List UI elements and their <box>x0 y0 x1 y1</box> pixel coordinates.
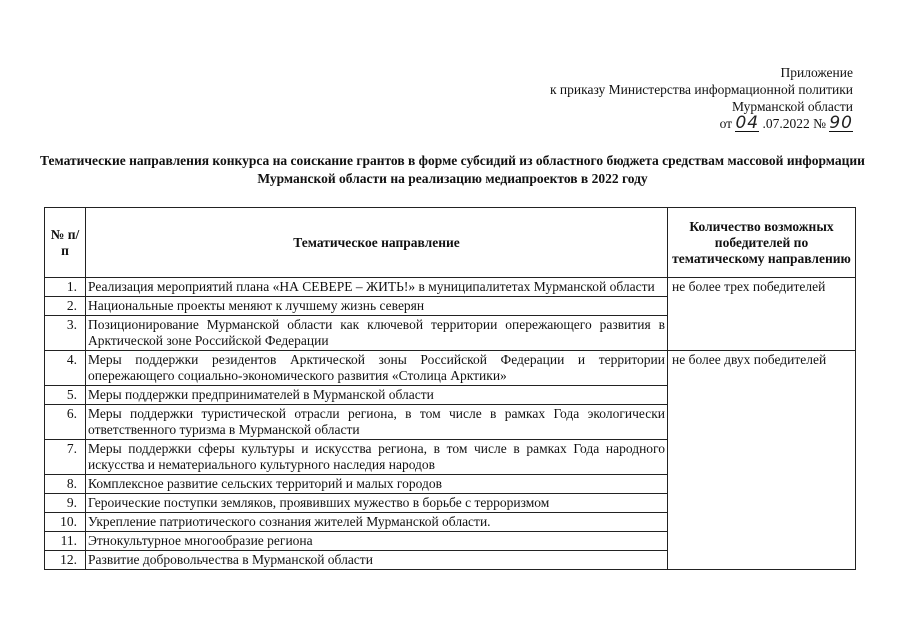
handwritten-day: 04 <box>735 113 760 133</box>
row-direction: Национальные проекты меняют к лучшему жизнь северян <box>86 297 668 316</box>
handwritten-order-number: 90 <box>829 113 853 133</box>
row-direction: Реализация мероприятий плана «НА СЕВЕРЕ – ЖИТЬ!» в муниципалитетах Мурманской области <box>86 278 668 297</box>
row-direction: Меры поддержки резидентов Арктической зоны Российской Федерации и территории опережающего социально-экономического развития «Столица Арктики» <box>86 351 668 386</box>
directions-table <box>44 207 856 570</box>
row-num: 7. <box>45 440 86 475</box>
row-num: 1. <box>45 278 86 297</box>
table-header-row <box>45 208 856 278</box>
appendix-label: Приложение <box>780 65 853 80</box>
row-direction: Героические поступки земляков, проявивших мужество в борьбе с терроризмом <box>86 494 668 513</box>
row-direction: Этнокультурное многообразие региона <box>86 532 668 551</box>
appendix-date-line <box>550 115 853 132</box>
appendix-region: Мурманской области <box>732 99 853 114</box>
row-direction: Меры поддержки сферы культуры и искусства региона, в том числе в рамках Года народного искусства и нематериального культурного наследия народов <box>86 440 668 475</box>
date-rest: .07.2022 № <box>762 116 826 131</box>
document-title: Тематические направления конкурса на соискание грантов в форме субсидий из областного бюджета средствам массовой информации Мурманской области на реализацию медиапроектов в 2022 году <box>40 153 865 186</box>
row-num: 3. <box>45 316 86 351</box>
table-row <box>45 278 856 297</box>
header-winners: Количество возможных победителей по тематическому направлению <box>668 208 856 278</box>
winners-group-1: не более трех победителей <box>668 278 856 351</box>
row-num: 2. <box>45 297 86 316</box>
row-num: 4. <box>45 351 86 386</box>
row-num: 9. <box>45 494 86 513</box>
winners-group-2: не более двух победителей <box>668 351 856 570</box>
row-direction: Меры поддержки туристической отрасли региона, в том числе в рамках Года экологически ответственного туризма в Мурманской области <box>86 405 668 440</box>
row-direction: Меры поддержки предпринимателей в Мурманской области <box>86 386 668 405</box>
row-direction: Развитие добровольчества в Мурманской области <box>86 551 668 570</box>
row-num: 6. <box>45 405 86 440</box>
appendix-header <box>550 64 853 132</box>
appendix-order-ref: к приказу Министерства информационной политики <box>549 82 853 97</box>
row-num: 11. <box>45 532 86 551</box>
row-direction: Укрепление патриотического сознания жителей Мурманской области. <box>86 513 668 532</box>
date-prefix: от <box>719 116 733 131</box>
table-row <box>45 351 856 386</box>
header-num: № п/п <box>45 208 86 278</box>
row-direction: Позиционирование Мурманской области как ключевой территории опережающего развития в Арктической зоне Российской Федерации <box>86 316 668 351</box>
row-num: 5. <box>45 386 86 405</box>
row-direction: Комплексное развитие сельских территорий и малых городов <box>86 475 668 494</box>
header-direction: Тематическое направление <box>86 208 668 278</box>
row-num: 8. <box>45 475 86 494</box>
row-num: 12. <box>45 551 86 570</box>
row-num: 10. <box>45 513 86 532</box>
